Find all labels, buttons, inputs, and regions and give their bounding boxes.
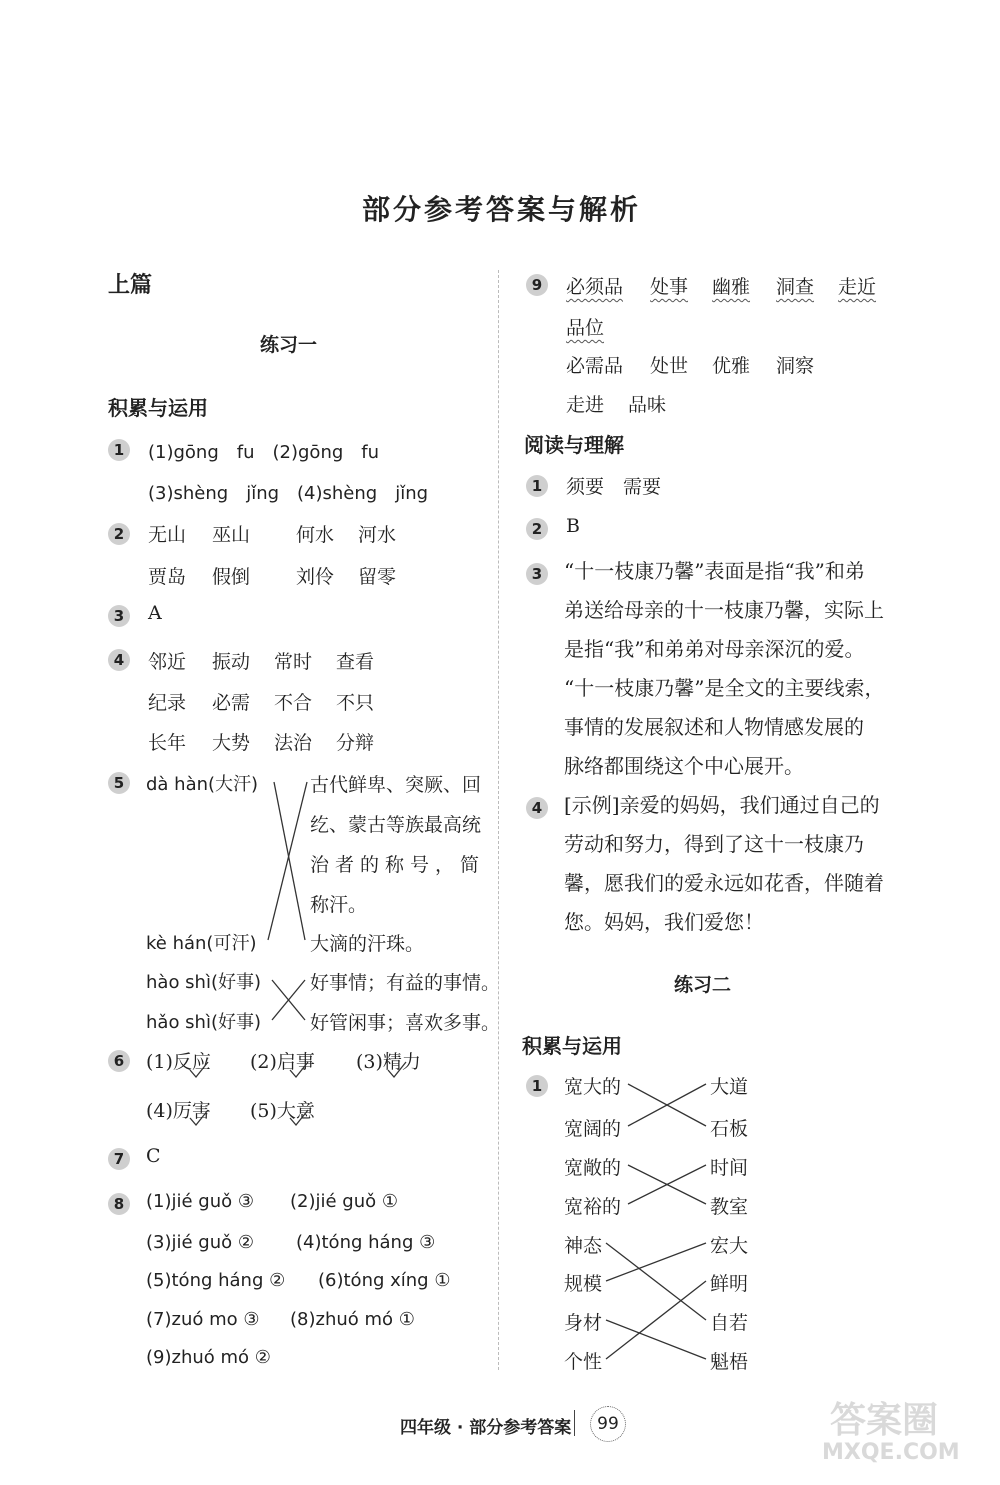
paragraph-line: 劳动和努力，得到了这十一枝康乃 [564, 832, 864, 856]
match-right-item: 鲜明 [710, 1273, 749, 1295]
wrong-word: 走近 [838, 276, 877, 298]
corrected-word: 洞察 [776, 355, 815, 377]
corrected-word: 品味 [628, 394, 667, 416]
answer-word: 分辩 [336, 732, 375, 754]
answer-item: (5)tóng háng ② [146, 1270, 286, 1291]
answer-word: 大势 [212, 732, 251, 754]
match-right-item: 大道 [710, 1076, 749, 1098]
question-number: 4 [526, 797, 548, 819]
paragraph-line: 脉络都围绕这个中心展开。 [564, 754, 804, 778]
answer-line: 须要 需要 [566, 476, 662, 498]
match-left-item: hǎo shì(好事) [146, 1012, 262, 1033]
answer-word: (2)启事 [250, 1051, 315, 1073]
answer-word: 巫山 [212, 524, 251, 546]
match-line [268, 782, 307, 940]
match-right-item: 纥、蒙古等族最高统 [310, 814, 482, 836]
answer-word: 刘伶 [296, 566, 335, 588]
question-number: 3 [526, 563, 548, 585]
match-right-item: 教室 [710, 1196, 749, 1218]
answer-item: (4)tóng háng ③ [296, 1232, 436, 1253]
match-line [606, 1281, 706, 1359]
question-number: 1 [108, 439, 130, 461]
paragraph-line: 馨，愿我们的爱永远如花香，伴随着 [564, 871, 884, 895]
answer-word: 法治 [274, 732, 313, 754]
corrected-word: 必需品 [566, 355, 624, 377]
answer-item: (2)jié guǒ ① [290, 1191, 398, 1212]
section-heading-reading: 阅读与理解 [524, 433, 624, 457]
question-number: 2 [526, 518, 548, 540]
check-mark [190, 1062, 208, 1077]
answer-word: (1)反应 [146, 1051, 211, 1073]
match-right-item: 石板 [710, 1118, 749, 1140]
answer-word: 纪录 [148, 692, 187, 714]
match-left-item: 个性 [564, 1351, 603, 1373]
match-left-item: 宽大的 [564, 1076, 622, 1098]
answer-line: C [146, 1145, 161, 1167]
question-number: 9 [526, 274, 548, 296]
answer-word: 邻近 [148, 651, 187, 673]
answer-line: B [566, 515, 580, 537]
match-right-item: 好管闲事；喜欢多事。 [310, 1012, 501, 1034]
answer-item: (3)jié guǒ ② [146, 1232, 254, 1253]
question-number: 3 [108, 605, 130, 627]
question-number: 1 [526, 1075, 548, 1097]
watermark-url: MXQE.COM [822, 1440, 960, 1465]
answer-word: 必需 [212, 692, 251, 714]
paragraph-line: 是指“我”和弟弟对母亲深沉的爱。 [564, 637, 865, 661]
footer-divider [574, 1410, 575, 1436]
paragraph-line: 弟送给母亲的十一枝康乃馨，实际上 [564, 598, 884, 622]
answer-item: (7)zuó mo ③ [146, 1309, 260, 1330]
section-heading-accumulation: 积累与运用 [108, 396, 208, 420]
wrong-word: 幽雅 [712, 276, 751, 298]
answer-word: 振动 [212, 651, 251, 673]
match-left-item: 宽敞的 [564, 1157, 622, 1179]
part-heading: 上篇 [108, 273, 153, 298]
corrected-word: 优雅 [712, 355, 751, 377]
match-right-item: 宏大 [710, 1235, 749, 1257]
match-right-item: 自若 [710, 1312, 749, 1334]
match-right-item: 魁梧 [710, 1351, 749, 1373]
check-mark [290, 1110, 308, 1125]
answer-word: 留零 [358, 566, 397, 588]
answer-word: (4)厉害 [146, 1100, 211, 1122]
corrected-word: 走进 [566, 394, 605, 416]
answer-word: 不只 [336, 692, 375, 714]
question-number: 6 [108, 1050, 130, 1072]
watermark-logo: 答案圈 [830, 1400, 939, 1441]
wrong-word: 处事 [650, 276, 689, 298]
section-heading-accumulation-2: 积累与运用 [522, 1034, 622, 1058]
paragraph-line: “十一枝康乃馨”是全文的主要线索， [564, 676, 885, 700]
question-number: 2 [108, 523, 130, 545]
answer-item: (9)zhuó mó ② [146, 1347, 271, 1368]
match-line [606, 1243, 706, 1320]
match-left-item: dà hàn(大汗) [146, 774, 259, 795]
wrong-word: 必须品 [566, 276, 624, 298]
paragraph-line: [示例]亲爱的妈妈，我们通过自己的 [564, 793, 880, 817]
answer-item: (6)tóng xíng ① [318, 1270, 451, 1291]
match-right-item: 古代鲜卑、突厥、回 [310, 774, 482, 796]
answer-word: (3)精力 [356, 1051, 421, 1073]
answer-word: 贾岛 [148, 566, 187, 588]
match-line [606, 1320, 706, 1359]
answer-item: (8)zhuó mó ① [290, 1309, 415, 1330]
wrong-word: 洞查 [776, 276, 815, 298]
check-mark [290, 1062, 308, 1077]
match-left-item: 宽阔的 [564, 1118, 622, 1140]
answer-word: 长年 [148, 732, 187, 754]
paragraph-line: 您。妈妈，我们爱您！ [564, 910, 764, 934]
match-left-item: 宽裕的 [564, 1196, 622, 1218]
check-mark [190, 1110, 208, 1125]
paragraph-line: 事情的发展叙述和人物情感发展的 [564, 715, 864, 739]
corrected-word: 处世 [650, 355, 689, 377]
question-number: 5 [108, 772, 130, 794]
match-line [274, 782, 305, 940]
question-number: 7 [108, 1148, 130, 1170]
match-line [606, 1243, 706, 1281]
check-mark [388, 1062, 406, 1077]
page-number: 99 [590, 1406, 626, 1442]
answer-line: A [148, 602, 162, 624]
answer-word: (5)大意 [250, 1100, 315, 1122]
answer-word: 无山 [148, 524, 187, 546]
exercise1-heading: 练习一 [260, 334, 318, 356]
answer-word: 假倒 [212, 566, 251, 588]
wrong-word: 品位 [566, 317, 605, 339]
page-title: 部分参考答案与解析 [362, 193, 642, 226]
answer-word: 常时 [274, 651, 313, 673]
question-number: 1 [526, 475, 548, 497]
answer-word: 河水 [358, 524, 397, 546]
match-right-item: 好事情；有益的事情。 [310, 972, 501, 994]
answer-item: (1)jié guǒ ③ [146, 1191, 254, 1212]
match-left-item: hào shì(好事) [146, 972, 262, 993]
answer-line: (1)gōng fu (2)gōng fu [148, 442, 380, 463]
match-right-item: 治者的称号，简 [310, 854, 486, 876]
match-left-item: 身材 [564, 1312, 603, 1334]
match-left-item: 规模 [564, 1273, 603, 1295]
match-right-item: 称汗。 [310, 894, 368, 916]
match-right-item: 时间 [710, 1157, 749, 1179]
answer-word: 查看 [336, 651, 375, 673]
question-number: 4 [108, 649, 130, 671]
footer-text: 四年级 · 部分参考答案 [400, 1418, 572, 1438]
exercise2-heading: 练习二 [674, 974, 732, 996]
match-right-item: 大滴的汗珠。 [310, 933, 425, 955]
match-left-item: kè hán(可汗) [146, 933, 257, 954]
match-left-item: 神态 [564, 1235, 603, 1257]
paragraph-line: “十一枝康乃馨”表面是指“我”和弟 [564, 559, 865, 583]
answer-word: 何水 [296, 524, 335, 546]
question-number: 8 [108, 1193, 130, 1215]
answer-line: (3)shèng jǐng (4)shèng jǐng [148, 483, 429, 504]
answer-word: 不合 [274, 692, 313, 714]
